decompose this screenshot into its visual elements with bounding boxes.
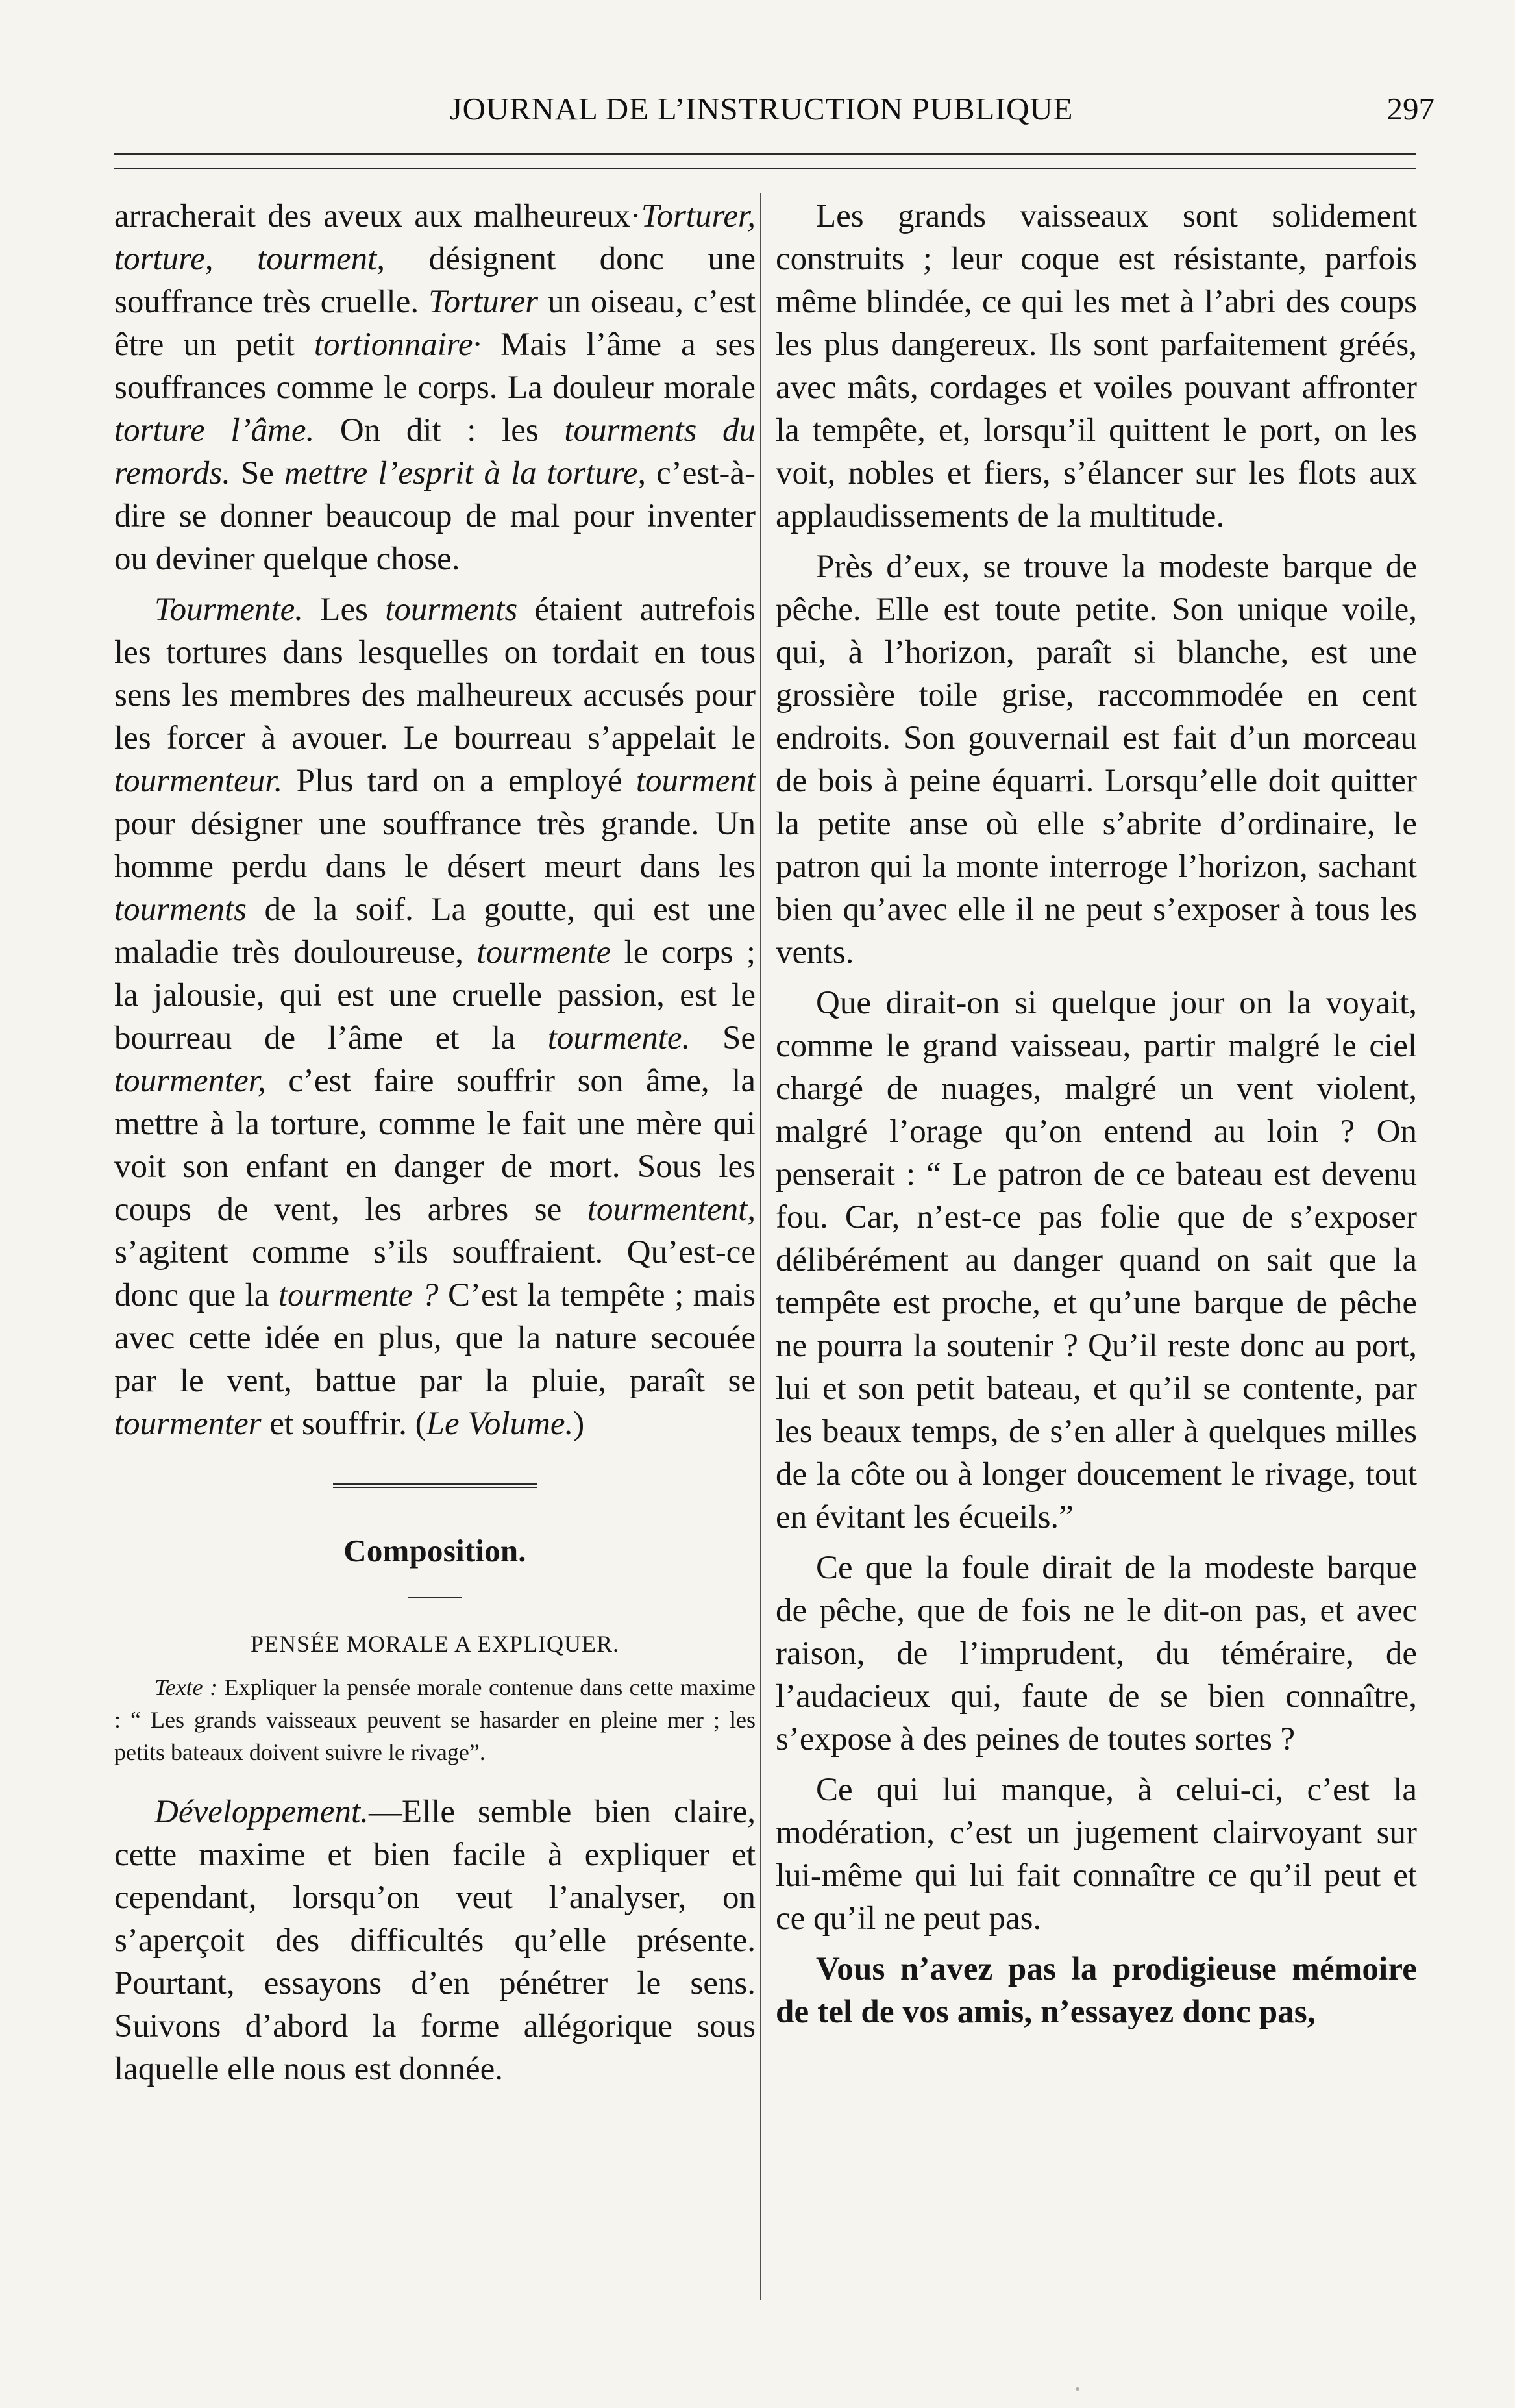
left-p1-text-2: désignent donc une souffrance très cruelle. bbox=[114, 241, 756, 320]
left-p2-text-12: ) bbox=[573, 1406, 585, 1442]
composition-heading: Composition. bbox=[343, 1533, 526, 1569]
left-p2-emphasis-7: tourmenter, bbox=[114, 1063, 266, 1099]
composition-short-rule bbox=[408, 1597, 462, 1598]
left-p2-emphasis-1: tourments bbox=[385, 591, 518, 628]
left-paragraph-1 bbox=[114, 195, 756, 580]
left-p1-emphasis-2: Torturer bbox=[428, 284, 539, 320]
column-divider bbox=[760, 193, 761, 2300]
development-label: Développement. bbox=[154, 1794, 369, 1830]
page-number: 297 bbox=[1386, 91, 1435, 127]
left-p2-heading-word: Tourmente. bbox=[154, 591, 304, 628]
left-p1-text-5: On dit : les bbox=[314, 412, 565, 449]
left-p2-text-6: le corps ; la jalousie, qui est une cruelle passion, est le bourreau de l’âme et la bbox=[114, 934, 756, 1056]
right-paragraph-3: Que dirait-on si quelque jour on la voyait, comme le grand vaisseau, partir malgré le ciel chargé de nuages, malgré un vent violent, malgré l’orage qu’on entend au loin ? On penserait : “ Le patron de ce bateau est devenu fou. Car, n’est-ce pas folie que de s’exposer délibérément au danger quand on sait que la tempête est proche, et qu’une barque de pêche ne pourra la soutenir ? Qu’il reste donc au port, lui et son petit bateau, et qu’il se contente, par les beaux temps, de s’en aller à quelques milles de la côte ou à longer doucement le rivage, tout en évitant les écueils.” bbox=[776, 985, 1417, 1535]
running-head-title: JOURNAL DE L’INSTRUCTION PUBLIQUE bbox=[449, 91, 1074, 127]
left-p2-emphasis-3: tourment bbox=[635, 763, 756, 799]
left-p2-text-7: Se bbox=[690, 1020, 756, 1056]
bottom-page-speck bbox=[1076, 2387, 1079, 2391]
left-p1-text-7: c’est-à-dire se donner beaucoup de mal pour inventer ou deviner quelque chose. bbox=[114, 455, 756, 577]
left-p2-text-11: et souffrir. ( bbox=[261, 1406, 426, 1442]
left-p2-text-2: étaient autrefois les tortures dans lesquelles on tordait en tous sens les membres des malheureux accusés pour les forcer à avouer. Le bourreau s’appelait le bbox=[114, 591, 756, 756]
left-p1-emphasis-6: mettre l’esprit à la torture, bbox=[284, 455, 647, 491]
left-p1-text-6: Se bbox=[230, 455, 284, 491]
page-header bbox=[0, 70, 1515, 135]
left-p2-emphasis-4: tourments bbox=[114, 891, 247, 928]
left-p2-source: Le Volume. bbox=[426, 1406, 574, 1442]
left-p1-emphasis-5: tourments du remords. bbox=[114, 412, 756, 491]
subsection-title: PENSÉE MORALE A EXPLIQUER. bbox=[250, 1631, 620, 1657]
left-p2-text-5: de la soif. La goutte, qui est une maladie très douloureuse, bbox=[114, 891, 756, 971]
right-paragraph-6: Vous n’avez pas la prodigieuse mémoire de tel de vos amis, n’essayez donc pas, bbox=[776, 1951, 1417, 2030]
left-p1-emphasis-1: Torturer, torture, tourment, bbox=[114, 198, 756, 277]
left-p1-text-3: un oiseau, c’est être un petit bbox=[114, 284, 756, 363]
left-p1-emphasis-3: tortionnaire· bbox=[314, 327, 482, 363]
left-p2-emphasis-8: tourmentent, bbox=[587, 1191, 756, 1228]
development-paragraph bbox=[114, 1791, 756, 2091]
left-p2-emphasis-5: tourmente bbox=[476, 934, 611, 971]
left-paragraph-2 bbox=[114, 588, 756, 1445]
left-column bbox=[114, 195, 756, 2311]
composition-double-rule bbox=[333, 1483, 537, 1488]
left-p1-text-1: arracherait des aveux aux malheureux· bbox=[114, 198, 641, 234]
header-double-rule bbox=[114, 153, 1416, 169]
left-p1-emphasis-4: torture l’âme. bbox=[114, 412, 315, 449]
left-p2-text-1: Les bbox=[303, 591, 386, 628]
maxim-text-block bbox=[114, 1671, 756, 1769]
left-p2-emphasis-9: tourmente ? bbox=[278, 1277, 439, 1313]
left-p2-text-10: C’est la tempête ; mais avec cette idée en plus, que la nature secouée par le vent, battue par la pluie, paraît se bbox=[114, 1277, 756, 1399]
left-p2-text-3: Plus tard on a employé bbox=[282, 763, 636, 799]
right-paragraph-4: Ce que la foule dirait de la modeste barque de pêche, que de fois ne le dit-on pas, et avec raison, de l’imprudent, du téméraire, de l’audacieux qui, faute de se bien connaître, s’expose à des peines de toutes sortes ? bbox=[776, 1550, 1417, 1757]
right-paragraph-2: Près d’eux, se trouve la modeste barque de pêche. Elle est toute petite. Son unique voile, qui, à l’horizon, paraît si blanche, est une grossière toile grise, raccommodée en cent endroits. Son gouvernail est fait d’un morceau de bois à peine équarri. Lorsqu’elle doit quitter la petite anse où elle s’abrite d’ordinaire, le patron qui la monte interroge l’horizon, sachant bien qu’avec elle il ne peut s’exposer à tous les vents. bbox=[776, 549, 1417, 971]
right-column bbox=[776, 195, 1417, 2311]
left-p2-text-9: s’agitent comme s’ils souffraient. Qu’est-ce donc que la bbox=[114, 1234, 756, 1313]
left-p2-emphasis-2: tourmenteur. bbox=[114, 763, 283, 799]
texte-label: Texte : bbox=[154, 1674, 218, 1700]
left-p2-emphasis-6: tourmente. bbox=[547, 1020, 691, 1056]
left-p1-text-4: Mais l’âme a ses souffrances comme le corps. La douleur morale bbox=[114, 327, 756, 406]
right-paragraph-5: Ce qui lui manque, à celui-ci, c’est la modération, c’est un jugement clairvoyant sur lui-même qui lui fait connaître ce qu’il peut et ce qu’il ne peut pas. bbox=[776, 1772, 1417, 1937]
texte-body: Expliquer la pensée morale contenue dans cette maxime : “ Les grands vaisseaux peuvent se hasarder en pleine mer ; les petits bateaux doivent suivre le rivage”. bbox=[114, 1674, 756, 1765]
right-paragraph-1: Les grands vaisseaux sont solidement construits ; leur coque est résistante, parfois même blindée, ce qui les met à l’abri des coups les plus dangereux. Ils sont parfaitement gréés, avec mâts, cordages et voiles pouvant affronter la tempête, et, lorsqu’il quittent le port, on les voit, nobles et fiers, s’élancer sur les flots aux applaudissements de la multitude. bbox=[776, 198, 1417, 534]
left-p2-text-8: c’est faire souffrir son âme, la mettre à la torture, comme le fait une mère qui voit son enfant en danger de mort. Sous les coups de vent, les arbres se bbox=[114, 1063, 756, 1228]
left-p2-emphasis-10: tourmenter bbox=[114, 1406, 262, 1442]
development-body: —Elle semble bien claire, cette maxime et bien facile à expliquer et cependant, lorsqu’on veut l’analyser, on s’aperçoit des difficultés qu’elle présente. Pourtant, essayons d’en pénétrer le sens. Suivons d’abord la forme allégorique sous laquelle elle nous est donnée. bbox=[114, 1794, 756, 2087]
left-p2-text-4: pour désigner une souffrance très grande. Un homme perdu dans le désert meurt dans les bbox=[114, 806, 756, 885]
